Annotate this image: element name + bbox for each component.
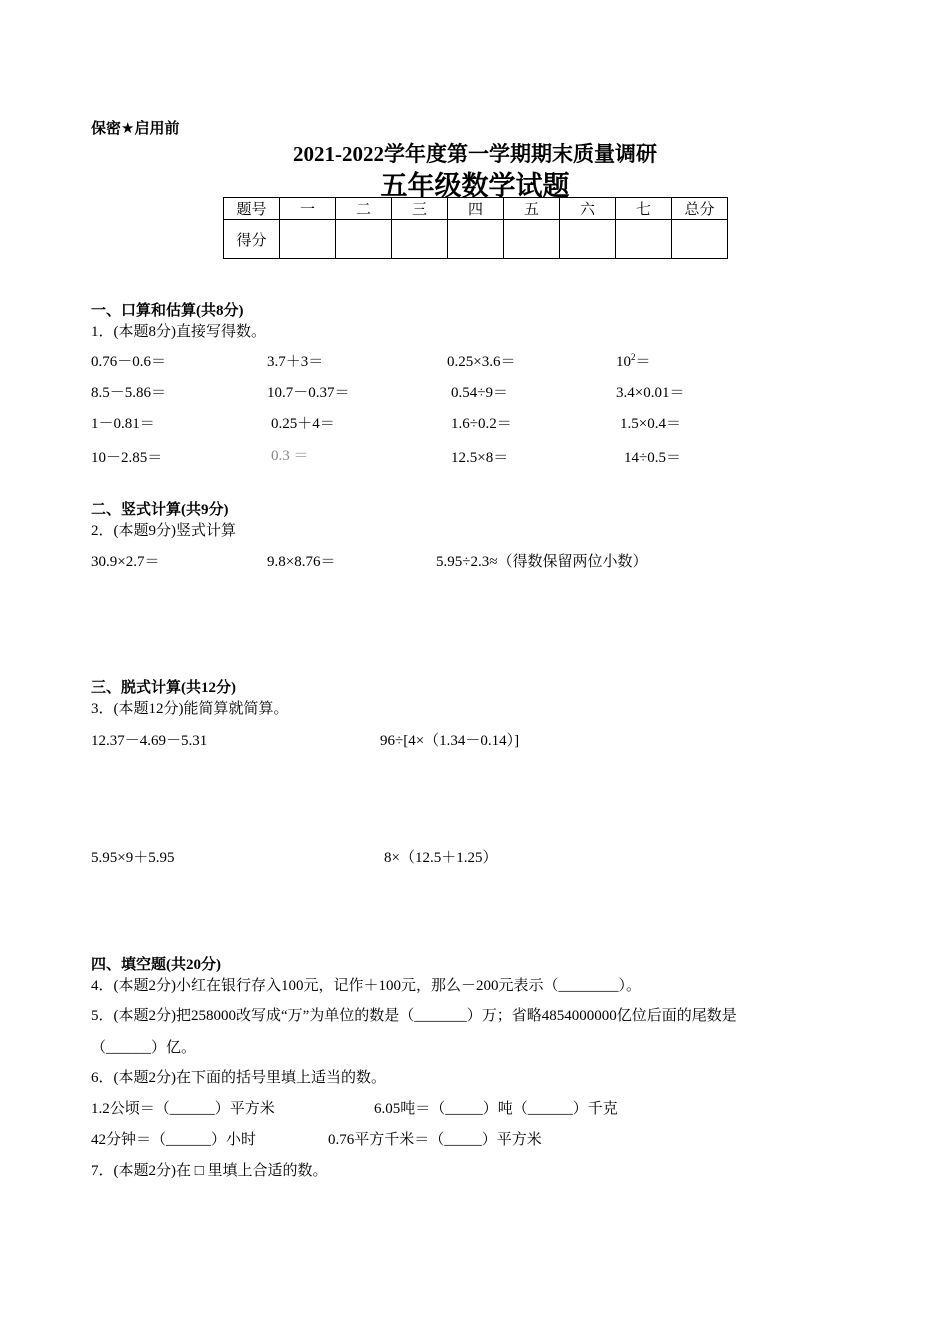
question-5-cont: （______）亿。: [91, 1040, 197, 1056]
score-cell[interactable]: [616, 220, 672, 259]
question-5: 5．(本题2分)把258000改写成“万”为单位的数是（_______）万；省略4854000000亿位后面的尾数是: [91, 1008, 737, 1024]
mental-item: 0.76－0.6＝: [91, 354, 167, 370]
exam-title: 2021-2022学年度第一学期期末质量调研: [293, 142, 657, 166]
score-row-label: 得分: [224, 220, 280, 259]
score-cell[interactable]: [672, 220, 728, 259]
step-calc-item: 5.95×9＋5.95: [91, 850, 175, 866]
mental-item: 12.5×8＝: [451, 450, 509, 466]
mental-item: 0.25＋4＝: [271, 416, 335, 432]
section3-heading: 三、脱式计算(共12分): [91, 680, 236, 696]
score-cell[interactable]: [504, 220, 560, 259]
mental-item: 14÷0.5＝: [624, 450, 681, 466]
score-header-cell: 四: [448, 198, 504, 220]
score-cell[interactable]: [336, 220, 392, 259]
square-exponent: 2: [631, 352, 636, 362]
exam-subtitle: 五年级数学试题: [380, 171, 570, 202]
score-header-cell: 七: [616, 198, 672, 220]
step-calc-item: 12.37－4.69－5.31: [91, 733, 208, 749]
conversion-item: 1.2公顷＝（______）平方米: [91, 1101, 275, 1117]
vertical-calc-item: 30.9×2.7＝: [91, 554, 160, 570]
score-cell[interactable]: [448, 220, 504, 259]
step-calc-item: 96÷[4×（1.34－0.14）]: [380, 733, 520, 749]
confidential-label: 保密★启用前: [91, 119, 180, 137]
vertical-calc-item: 9.8×8.76＝: [267, 554, 336, 570]
mental-item: 3.7＋3＝: [267, 354, 324, 370]
mental-item: 10－2.85＝: [91, 450, 163, 466]
conversion-item: 6.05吨＝（_____）吨（______）千克: [374, 1101, 618, 1117]
score-cell[interactable]: [280, 220, 336, 259]
mental-item: 1.6÷0.2＝: [451, 416, 512, 432]
mental-item: 8.5－5.86＝: [91, 385, 167, 401]
mental-item: 3.4×0.01＝: [616, 385, 685, 401]
mental-item: 0.3 ＝: [271, 448, 309, 464]
score-header-cell: 总分: [672, 198, 728, 220]
mental-item: 10.7－0.37＝: [267, 385, 350, 401]
question-7: 7．(本题2分)在 □ 里填上合适的数。: [91, 1163, 328, 1179]
question-2: 2．(本题9分)竖式计算: [91, 523, 236, 539]
section4-heading: 四、填空题(共20分): [91, 957, 221, 973]
square-base: 10: [616, 354, 631, 370]
square-equals: ＝: [635, 354, 651, 370]
step-calc-item: 8×（12.5＋1.25）: [384, 850, 498, 866]
conversion-item: 0.76平方千米＝（_____）平方米: [328, 1132, 542, 1148]
mental-item-square: [616, 350, 651, 371]
score-header-cell: 六: [560, 198, 616, 220]
conversion-item: 42分钟＝（______）小时: [91, 1132, 257, 1148]
score-header-cell: 五: [504, 198, 560, 220]
score-header-cell: 题号: [224, 198, 280, 220]
score-header-cell: 三: [392, 198, 448, 220]
score-table: [223, 197, 728, 259]
mental-item: 1.5×0.4＝: [620, 416, 681, 432]
score-cell[interactable]: [560, 220, 616, 259]
section2-heading: 二、竖式计算(共9分): [91, 502, 229, 518]
score-header-cell: 二: [336, 198, 392, 220]
mental-item: 0.54÷9＝: [451, 385, 508, 401]
score-header-cell: 一: [280, 198, 336, 220]
mental-item: 0.25×3.6＝: [447, 354, 516, 370]
question-6: 6．(本题2分)在下面的括号里填上适当的数。: [91, 1070, 386, 1086]
vertical-calc-item: 5.95÷2.3≈（得数保留两位小数）: [436, 554, 648, 570]
score-cell[interactable]: [392, 220, 448, 259]
mental-item: 1－0.81＝: [91, 416, 155, 432]
question-1: 1．(本题8分)直接写得数。: [91, 324, 266, 340]
question-4: 4．(本题2分)小红在银行存入100元，记作＋100元，那么－200元表示（________）。: [91, 978, 641, 994]
section1-heading: 一、口算和估算(共8分): [91, 303, 244, 319]
question-3: 3．(本题12分)能简算就简算。: [91, 701, 289, 717]
